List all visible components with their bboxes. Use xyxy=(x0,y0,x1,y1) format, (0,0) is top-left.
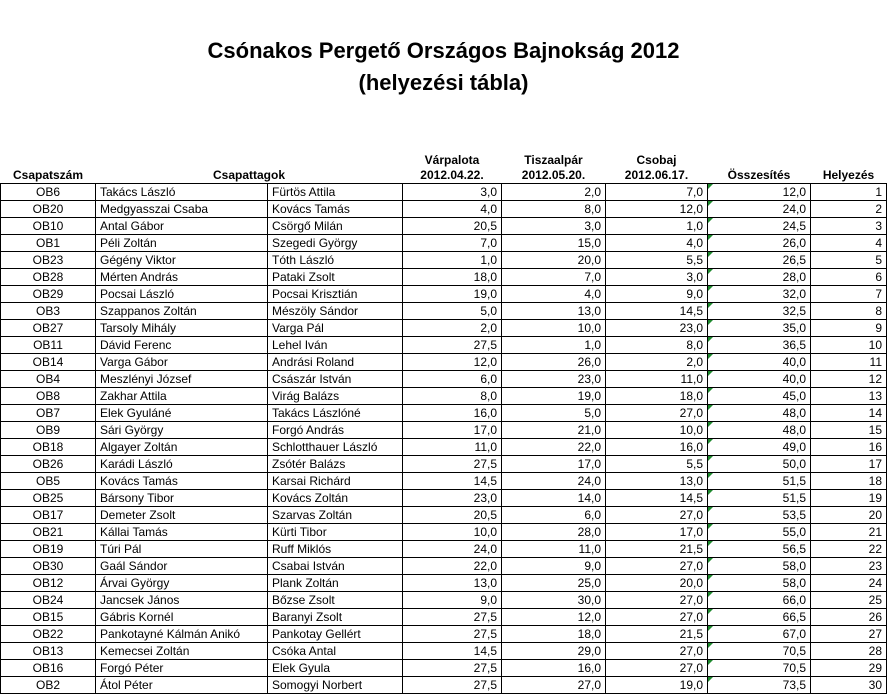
team-code-cell[interactable]: OB3 xyxy=(1,303,96,320)
round3-cell[interactable]: 14,5 xyxy=(606,490,708,507)
round1-cell[interactable]: 1,0 xyxy=(403,252,502,269)
total-cell[interactable]: 12,0 xyxy=(708,184,811,201)
total-cell[interactable]: 26,5 xyxy=(708,252,811,269)
header-round1-date: 2012.04.22. xyxy=(420,168,484,182)
total-cell[interactable]: 48,0 xyxy=(708,405,811,422)
total-cell[interactable]: 24,5 xyxy=(708,218,811,235)
member1-cell[interactable]: Kállai Tamás xyxy=(96,524,268,541)
header-total[interactable]: Összesítés xyxy=(727,168,791,182)
total-cell[interactable]: 66,0 xyxy=(708,592,811,609)
round1-cell[interactable]: 20,5 xyxy=(403,218,502,235)
round3-cell[interactable]: 27,0 xyxy=(606,507,708,524)
round1-cell[interactable]: 10,0 xyxy=(403,524,502,541)
round1-cell[interactable]: 12,0 xyxy=(403,354,502,371)
table-row xyxy=(1,626,887,643)
round2-cell[interactable]: 9,0 xyxy=(502,558,606,575)
round1-cell[interactable]: 14,5 xyxy=(403,643,502,660)
table-row xyxy=(1,269,887,286)
member1-cell[interactable]: Gégény Viktor xyxy=(96,252,268,269)
rank-cell[interactable]: 7 xyxy=(811,286,887,303)
total-cell[interactable]: 58,0 xyxy=(708,575,811,592)
member2-cell[interactable]: Szarvas Zoltán xyxy=(268,507,403,524)
team-code-cell[interactable]: OB7 xyxy=(1,405,96,422)
table-row xyxy=(1,422,887,439)
round1-cell[interactable]: 17,0 xyxy=(403,422,502,439)
round3-cell[interactable]: 27,0 xyxy=(606,405,708,422)
member1-cell[interactable]: Pankotayné Kálmán Anikó xyxy=(96,626,268,643)
round3-cell[interactable]: 4,0 xyxy=(606,235,708,252)
round3-cell[interactable]: 12,0 xyxy=(606,201,708,218)
member2-cell[interactable]: Somogyi Norbert xyxy=(268,677,403,694)
table-row xyxy=(1,439,887,456)
member2-cell[interactable]: Zsótér Balázs xyxy=(268,456,403,473)
round3-cell[interactable]: 2,0 xyxy=(606,354,708,371)
team-code-cell[interactable]: OB28 xyxy=(1,269,96,286)
round3-cell[interactable]: 3,0 xyxy=(606,269,708,286)
round1-cell[interactable]: 2,0 xyxy=(403,320,502,337)
rank-cell[interactable]: 28 xyxy=(811,643,887,660)
member2-cell[interactable]: Csabai István xyxy=(268,558,403,575)
table-row xyxy=(1,218,887,235)
rank-cell[interactable]: 22 xyxy=(811,541,887,558)
table-row xyxy=(1,643,887,660)
team-code-cell[interactable]: OB23 xyxy=(1,252,96,269)
rank-cell[interactable]: 11 xyxy=(811,354,887,371)
round1-cell[interactable]: 13,0 xyxy=(403,575,502,592)
header-round1[interactable] xyxy=(403,151,502,184)
rank-cell[interactable]: 18 xyxy=(811,473,887,490)
member1-cell[interactable]: Átol Péter xyxy=(96,677,268,694)
member1-cell[interactable]: Elek Gyuláné xyxy=(96,405,268,422)
team-code-cell[interactable]: OB20 xyxy=(1,201,96,218)
team-code-cell[interactable]: OB8 xyxy=(1,388,96,405)
total-cell[interactable]: 70,5 xyxy=(708,643,811,660)
team-code-cell[interactable]: OB13 xyxy=(1,643,96,660)
rank-cell[interactable]: 3 xyxy=(811,218,887,235)
rank-cell[interactable]: 14 xyxy=(811,405,887,422)
round1-cell[interactable]: 22,0 xyxy=(403,558,502,575)
round1-cell[interactable]: 24,0 xyxy=(403,541,502,558)
round3-cell[interactable]: 7,0 xyxy=(606,184,708,201)
header-teams[interactable]: Csapattagok xyxy=(212,168,286,182)
member1-cell[interactable]: Meszlényi József xyxy=(96,371,268,388)
round2-cell[interactable]: 12,0 xyxy=(502,609,606,626)
round1-cell[interactable]: 23,0 xyxy=(403,490,502,507)
header-round3-date: 2012.06.17. xyxy=(624,168,689,182)
table-row xyxy=(1,405,887,422)
rank-cell[interactable]: 5 xyxy=(811,252,887,269)
table-row xyxy=(1,490,887,507)
member1-cell[interactable]: Kemecsei Zoltán xyxy=(96,643,268,660)
team-code-cell[interactable]: OB6 xyxy=(1,184,96,201)
round2-cell[interactable]: 1,0 xyxy=(502,337,606,354)
rank-cell[interactable]: 8 xyxy=(811,303,887,320)
member1-cell[interactable]: Kovács Tamás xyxy=(96,473,268,490)
member2-cell[interactable]: Bőzse Zsolt xyxy=(268,592,403,609)
member1-cell[interactable]: Varga Gábor xyxy=(96,354,268,371)
member1-cell[interactable]: Forgó Péter xyxy=(96,660,268,677)
header-row xyxy=(1,151,887,184)
member2-cell[interactable]: Pataki Zsolt xyxy=(268,269,403,286)
round1-cell[interactable]: 27,5 xyxy=(403,626,502,643)
table-row xyxy=(1,354,887,371)
team-code-cell[interactable]: OB15 xyxy=(1,609,96,626)
team-code-cell[interactable]: OB14 xyxy=(1,354,96,371)
rank-cell[interactable]: 13 xyxy=(811,388,887,405)
table-row xyxy=(1,473,887,490)
member2-cell[interactable]: Takács Lászlóné xyxy=(268,405,403,422)
round3-cell[interactable]: 10,0 xyxy=(606,422,708,439)
total-cell[interactable]: 40,0 xyxy=(708,354,811,371)
round3-cell[interactable]: 23,0 xyxy=(606,320,708,337)
member1-cell[interactable]: Antal Gábor xyxy=(96,218,268,235)
round2-cell[interactable]: 7,0 xyxy=(502,269,606,286)
team-code-cell[interactable]: OB12 xyxy=(1,575,96,592)
member1-cell[interactable]: Mérten András xyxy=(96,269,268,286)
table-row xyxy=(1,371,887,388)
total-cell[interactable]: 53,5 xyxy=(708,507,811,524)
round3-cell[interactable]: 13,0 xyxy=(606,473,708,490)
team-code-cell[interactable]: OB2 xyxy=(1,677,96,694)
round3-cell[interactable]: 27,0 xyxy=(606,660,708,677)
team-code-cell[interactable]: OB21 xyxy=(1,524,96,541)
rank-cell[interactable]: 16 xyxy=(811,439,887,456)
round2-cell[interactable]: 16,0 xyxy=(502,660,606,677)
team-code-cell[interactable]: OB19 xyxy=(1,541,96,558)
round2-cell[interactable]: 3,0 xyxy=(502,218,606,235)
total-cell[interactable]: 32,0 xyxy=(708,286,811,303)
team-code-cell[interactable]: OB17 xyxy=(1,507,96,524)
table-row xyxy=(1,337,887,354)
round2-cell[interactable]: 17,0 xyxy=(502,456,606,473)
round1-cell[interactable]: 3,0 xyxy=(403,184,502,201)
rank-cell[interactable]: 29 xyxy=(811,660,887,677)
rank-cell[interactable]: 9 xyxy=(811,320,887,337)
total-cell[interactable]: 35,0 xyxy=(708,320,811,337)
member1-cell[interactable]: Sári György xyxy=(96,422,268,439)
member1-cell[interactable]: Tarsoly Mihály xyxy=(96,320,268,337)
ranking-table xyxy=(0,151,887,694)
round3-cell[interactable]: 27,0 xyxy=(606,609,708,626)
round2-cell[interactable]: 26,0 xyxy=(502,354,606,371)
rank-cell[interactable]: 20 xyxy=(811,507,887,524)
rank-cell[interactable]: 27 xyxy=(811,626,887,643)
member2-cell[interactable]: Kovács Zoltán xyxy=(268,490,403,507)
total-cell[interactable]: 45,0 xyxy=(708,388,811,405)
table-row xyxy=(1,252,887,269)
round3-cell[interactable]: 9,0 xyxy=(606,286,708,303)
member2-cell[interactable]: Ruff Miklós xyxy=(268,541,403,558)
round2-cell[interactable]: 24,0 xyxy=(502,473,606,490)
member2-cell[interactable]: Fürtös Attila xyxy=(268,184,403,201)
team-code-cell[interactable]: OB18 xyxy=(1,439,96,456)
total-cell[interactable]: 70,5 xyxy=(708,660,811,677)
member1-cell[interactable]: Dávid Ferenc xyxy=(96,337,268,354)
member2-cell[interactable]: Császár István xyxy=(268,371,403,388)
table-row xyxy=(1,609,887,626)
round1-cell[interactable]: 19,0 xyxy=(403,286,502,303)
round3-cell[interactable]: 18,0 xyxy=(606,388,708,405)
table-row xyxy=(1,201,887,218)
round2-cell[interactable]: 11,0 xyxy=(502,541,606,558)
member1-cell[interactable]: Jancsek János xyxy=(96,592,268,609)
round3-cell[interactable]: 21,5 xyxy=(606,626,708,643)
round3-cell[interactable]: 19,0 xyxy=(606,677,708,694)
team-code-cell[interactable]: OB26 xyxy=(1,456,96,473)
member2-cell[interactable]: Andrási Roland xyxy=(268,354,403,371)
total-cell[interactable]: 73,5 xyxy=(708,677,811,694)
member2-cell[interactable]: Kovács Tamás xyxy=(268,201,403,218)
header-round1-place: Várpalota xyxy=(424,153,480,167)
total-cell[interactable]: 67,0 xyxy=(708,626,811,643)
member2-cell[interactable]: Pocsai Krisztián xyxy=(268,286,403,303)
member2-cell[interactable]: Virág Balázs xyxy=(268,388,403,405)
table-row xyxy=(1,388,887,405)
header-code[interactable]: Csapatszám xyxy=(12,168,84,182)
team-code-cell[interactable]: OB24 xyxy=(1,592,96,609)
member1-cell[interactable]: Péli Zoltán xyxy=(96,235,268,252)
member2-cell[interactable]: Varga Pál xyxy=(268,320,403,337)
team-code-cell[interactable]: OB22 xyxy=(1,626,96,643)
round2-cell[interactable]: 21,0 xyxy=(502,422,606,439)
member2-cell[interactable]: Mészöly Sándor xyxy=(268,303,403,320)
table-row xyxy=(1,303,887,320)
rank-cell[interactable]: 26 xyxy=(811,609,887,626)
table-row xyxy=(1,524,887,541)
total-cell[interactable]: 56,5 xyxy=(708,541,811,558)
table-row xyxy=(1,541,887,558)
total-cell[interactable]: 28,0 xyxy=(708,269,811,286)
member1-cell[interactable]: Bársony Tibor xyxy=(96,490,268,507)
round3-cell[interactable]: 5,5 xyxy=(606,252,708,269)
table-row xyxy=(1,456,887,473)
team-code-cell[interactable]: OB16 xyxy=(1,660,96,677)
round1-cell[interactable]: 27,5 xyxy=(403,660,502,677)
member2-cell[interactable]: Szegedi György xyxy=(268,235,403,252)
total-cell[interactable]: 32,5 xyxy=(708,303,811,320)
round1-cell[interactable]: 14,5 xyxy=(403,473,502,490)
rank-cell[interactable]: 25 xyxy=(811,592,887,609)
header-rank[interactable]: Helyezés xyxy=(822,168,875,182)
member1-cell[interactable]: Karádi László xyxy=(96,456,268,473)
member1-cell[interactable]: Pocsai László xyxy=(96,286,268,303)
team-code-cell[interactable]: OB27 xyxy=(1,320,96,337)
table-row xyxy=(1,592,887,609)
round2-cell[interactable]: 6,0 xyxy=(502,507,606,524)
round1-cell[interactable]: 11,0 xyxy=(403,439,502,456)
round1-cell[interactable]: 16,0 xyxy=(403,405,502,422)
member2-cell[interactable]: Tóth László xyxy=(268,252,403,269)
total-cell[interactable]: 40,0 xyxy=(708,371,811,388)
table-body xyxy=(1,184,887,694)
table-row xyxy=(1,558,887,575)
total-cell[interactable]: 55,0 xyxy=(708,524,811,541)
team-code-cell[interactable]: OB25 xyxy=(1,490,96,507)
header-round3[interactable] xyxy=(606,151,708,184)
table-row xyxy=(1,677,887,694)
round2-cell[interactable]: 22,0 xyxy=(502,439,606,456)
total-cell[interactable]: 51,5 xyxy=(708,490,811,507)
round1-cell[interactable]: 20,5 xyxy=(403,507,502,524)
round2-cell[interactable]: 10,0 xyxy=(502,320,606,337)
round2-cell[interactable]: 25,0 xyxy=(502,575,606,592)
table-row xyxy=(1,507,887,524)
total-cell[interactable]: 49,0 xyxy=(708,439,811,456)
round2-cell[interactable]: 27,0 xyxy=(502,677,606,694)
round1-cell[interactable]: 18,0 xyxy=(403,269,502,286)
member1-cell[interactable]: Árvai György xyxy=(96,575,268,592)
header-round2-place: Tiszaalpár xyxy=(524,153,583,167)
rank-cell[interactable]: 23 xyxy=(811,558,887,575)
rank-cell[interactable]: 17 xyxy=(811,456,887,473)
table-row xyxy=(1,286,887,303)
member1-cell[interactable]: Szappanos Zoltán xyxy=(96,303,268,320)
round3-cell[interactable]: 21,5 xyxy=(606,541,708,558)
header-round3-place: Csobaj xyxy=(636,153,677,167)
total-cell[interactable]: 66,5 xyxy=(708,609,811,626)
round3-cell[interactable]: 17,0 xyxy=(606,524,708,541)
round3-cell[interactable]: 27,0 xyxy=(606,643,708,660)
round1-cell[interactable]: 27,5 xyxy=(403,609,502,626)
table-row xyxy=(1,660,887,677)
total-cell[interactable]: 36,5 xyxy=(708,337,811,354)
table-row xyxy=(1,184,887,201)
round1-cell[interactable]: 7,0 xyxy=(403,235,502,252)
round1-cell[interactable]: 9,0 xyxy=(403,592,502,609)
member2-cell[interactable]: Pankotay Gellért xyxy=(268,626,403,643)
member2-cell[interactable]: Baranyi Zsolt xyxy=(268,609,403,626)
round3-cell[interactable]: 16,0 xyxy=(606,439,708,456)
page-subtitle: (helyezési tábla) xyxy=(358,70,529,95)
member2-cell[interactable]: Lehel Iván xyxy=(268,337,403,354)
member1-cell[interactable]: Takács László xyxy=(96,184,268,201)
round1-cell[interactable]: 6,0 xyxy=(403,371,502,388)
header-round2-date: 2012.05.20. xyxy=(521,168,586,182)
rank-cell[interactable]: 19 xyxy=(811,490,887,507)
rank-cell[interactable]: 12 xyxy=(811,371,887,388)
team-code-cell[interactable]: OB11 xyxy=(1,337,96,354)
member2-cell[interactable]: Karsai Richárd xyxy=(268,473,403,490)
team-code-cell[interactable]: OB1 xyxy=(1,235,96,252)
team-code-cell[interactable]: OB29 xyxy=(1,286,96,303)
team-code-cell[interactable]: OB9 xyxy=(1,422,96,439)
team-code-cell[interactable]: OB5 xyxy=(1,473,96,490)
member1-cell[interactable]: Gábris Kornél xyxy=(96,609,268,626)
member2-cell[interactable]: Plank Zoltán xyxy=(268,575,403,592)
rank-cell[interactable]: 10 xyxy=(811,337,887,354)
round3-cell[interactable]: 11,0 xyxy=(606,371,708,388)
member1-cell[interactable]: Zakhar Attila xyxy=(96,388,268,405)
round3-cell[interactable]: 27,0 xyxy=(606,558,708,575)
round2-cell[interactable]: 20,0 xyxy=(502,252,606,269)
rank-cell[interactable]: 1 xyxy=(811,184,887,201)
rank-cell[interactable]: 15 xyxy=(811,422,887,439)
member2-cell[interactable]: Elek Gyula xyxy=(268,660,403,677)
rank-cell[interactable]: 24 xyxy=(811,575,887,592)
round3-cell[interactable]: 20,0 xyxy=(606,575,708,592)
member2-cell[interactable]: Kürti Tibor xyxy=(268,524,403,541)
total-cell[interactable]: 24,0 xyxy=(708,201,811,218)
member1-cell[interactable]: Demeter Zsolt xyxy=(96,507,268,524)
total-cell[interactable]: 48,0 xyxy=(708,422,811,439)
round1-cell[interactable]: 27,5 xyxy=(403,456,502,473)
member1-cell[interactable]: Gaál Sándor xyxy=(96,558,268,575)
round2-cell[interactable]: 23,0 xyxy=(502,371,606,388)
team-code-cell[interactable]: OB30 xyxy=(1,558,96,575)
header-round2[interactable] xyxy=(502,151,606,184)
round2-cell[interactable]: 14,0 xyxy=(502,490,606,507)
round2-cell[interactable]: 19,0 xyxy=(502,388,606,405)
round1-cell[interactable]: 27,5 xyxy=(403,337,502,354)
round2-cell[interactable]: 18,0 xyxy=(502,626,606,643)
member2-cell[interactable]: Csörgő Milán xyxy=(268,218,403,235)
round3-cell[interactable]: 5,5 xyxy=(606,456,708,473)
round2-cell[interactable]: 13,0 xyxy=(502,303,606,320)
table-row xyxy=(1,320,887,337)
round3-cell[interactable]: 14,5 xyxy=(606,303,708,320)
round3-cell[interactable]: 8,0 xyxy=(606,337,708,354)
round2-cell[interactable]: 28,0 xyxy=(502,524,606,541)
member1-cell[interactable]: Medgyasszai Csaba xyxy=(96,201,268,218)
round2-cell[interactable]: 2,0 xyxy=(502,184,606,201)
round1-cell[interactable]: 5,0 xyxy=(403,303,502,320)
rank-cell[interactable]: 30 xyxy=(811,677,887,694)
member1-cell[interactable]: Túri Pál xyxy=(96,541,268,558)
table-row xyxy=(1,235,887,252)
rank-cell[interactable]: 6 xyxy=(811,269,887,286)
member2-cell[interactable]: Forgó András xyxy=(268,422,403,439)
member1-cell[interactable]: Algayer Zoltán xyxy=(96,439,268,456)
member2-cell[interactable]: Schlotthauer László xyxy=(268,439,403,456)
table-row xyxy=(1,575,887,592)
round2-cell[interactable]: 8,0 xyxy=(502,201,606,218)
rank-cell[interactable]: 2 xyxy=(811,201,887,218)
round1-cell[interactable]: 27,5 xyxy=(403,677,502,694)
round1-cell[interactable]: 8,0 xyxy=(403,388,502,405)
total-cell[interactable]: 51,5 xyxy=(708,473,811,490)
rank-cell[interactable]: 21 xyxy=(811,524,887,541)
round2-cell[interactable]: 4,0 xyxy=(502,286,606,303)
round2-cell[interactable]: 15,0 xyxy=(502,235,606,252)
round2-cell[interactable]: 5,0 xyxy=(502,405,606,422)
team-code-cell[interactable]: OB4 xyxy=(1,371,96,388)
round3-cell[interactable]: 1,0 xyxy=(606,218,708,235)
round1-cell[interactable]: 4,0 xyxy=(403,201,502,218)
member2-cell[interactable]: Csóka Antal xyxy=(268,643,403,660)
total-cell[interactable]: 50,0 xyxy=(708,456,811,473)
total-cell[interactable]: 58,0 xyxy=(708,558,811,575)
rank-cell[interactable]: 4 xyxy=(811,235,887,252)
round2-cell[interactable]: 29,0 xyxy=(502,643,606,660)
round2-cell[interactable]: 30,0 xyxy=(502,592,606,609)
page-title: Csónakos Pergető Országos Bajnokság 2012 xyxy=(207,38,680,63)
total-cell[interactable]: 26,0 xyxy=(708,235,811,252)
round3-cell[interactable]: 27,0 xyxy=(606,592,708,609)
team-code-cell[interactable]: OB10 xyxy=(1,218,96,235)
